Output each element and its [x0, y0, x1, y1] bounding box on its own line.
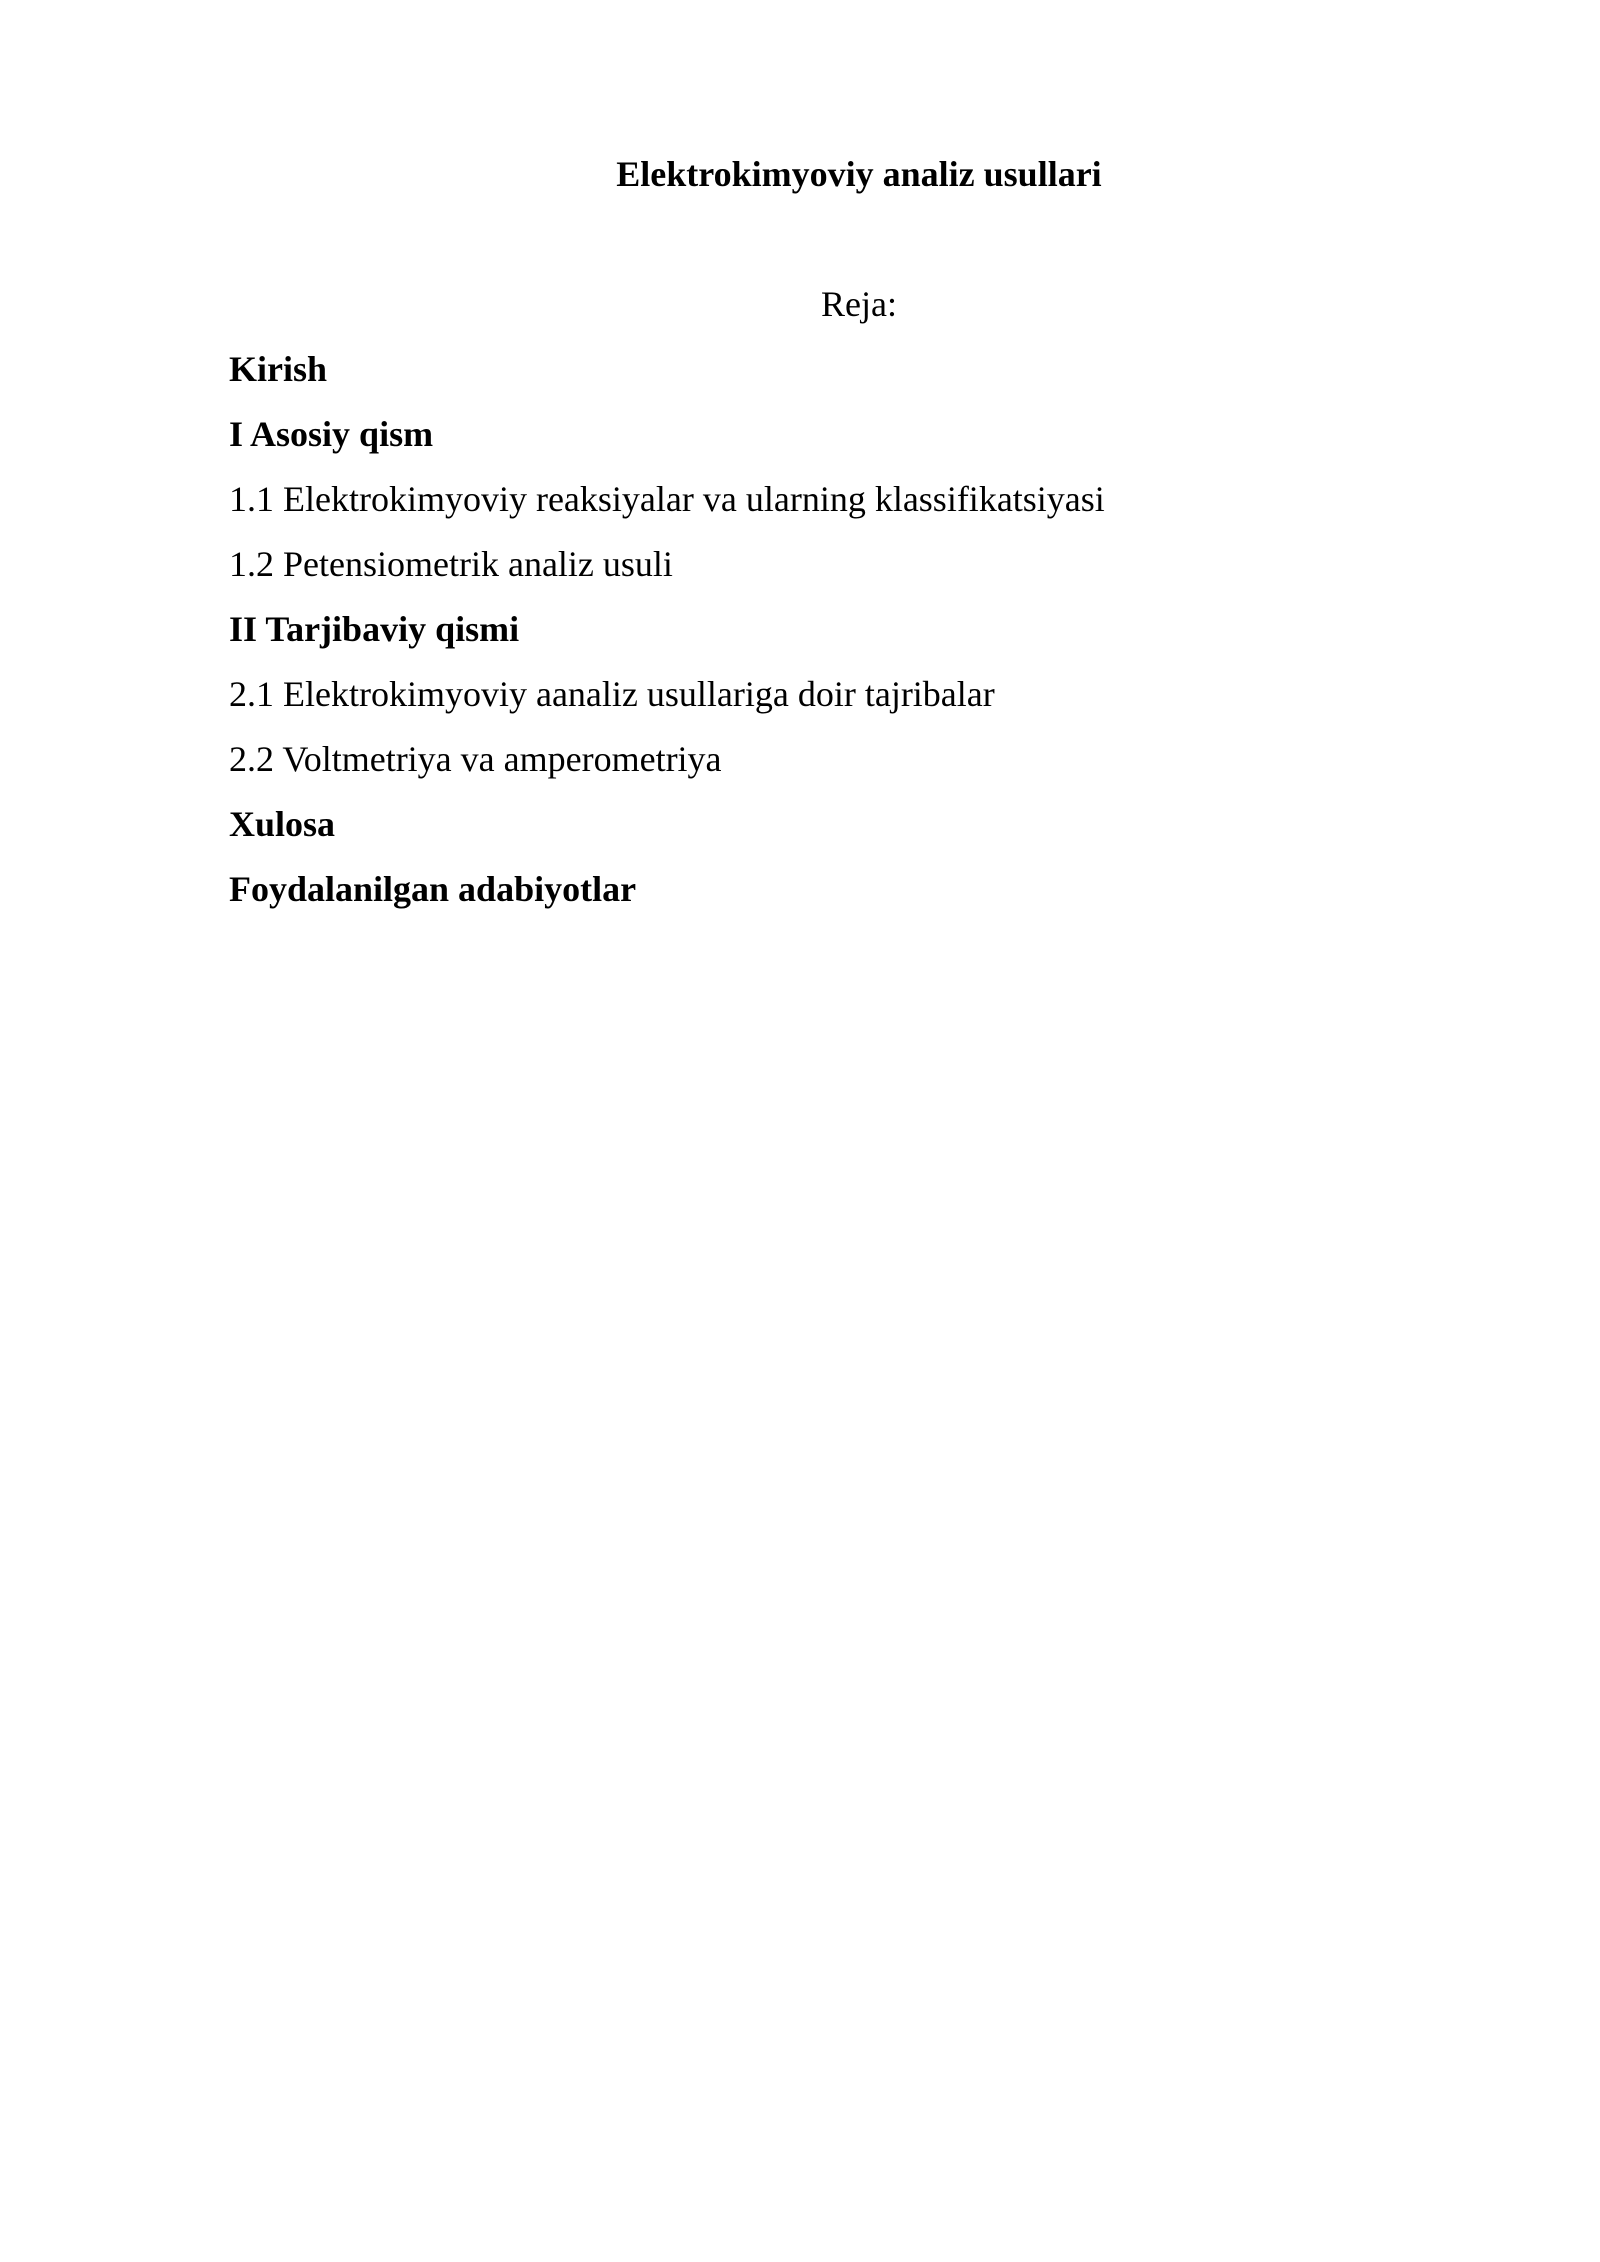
toc-item-adabiyotlar: Foydalanilgan adabiyotlar: [229, 869, 637, 909]
toc-item-2-2: 2.2 Voltmetriya va amperometriya: [229, 739, 722, 779]
toc-item-2-1: 2.1 Elektrokimyoviy aanaliz usullariga doir tajribalar: [229, 674, 995, 714]
toc-item-asosiy-qism: I Asosiy qism: [229, 414, 434, 454]
toc-item-xulosa: Xulosa: [229, 804, 336, 844]
toc-item-1-2: 1.2 Petensiometrik analiz usuli: [229, 544, 673, 584]
toc-item-1-1: 1.1 Elektrokimyoviy reaksiyalar va ularning klassifikatsiyasi: [229, 479, 1105, 519]
toc-item-tarjibaviy-qismi: II Tarjibaviy qismi: [229, 609, 520, 649]
toc-item-kirish: Kirish: [229, 349, 328, 389]
document-title: Elektrokimyoviy analiz usullari: [616, 154, 1102, 194]
table-of-contents: [229, 347, 1105, 932]
plan-heading: Reja:: [821, 284, 897, 324]
